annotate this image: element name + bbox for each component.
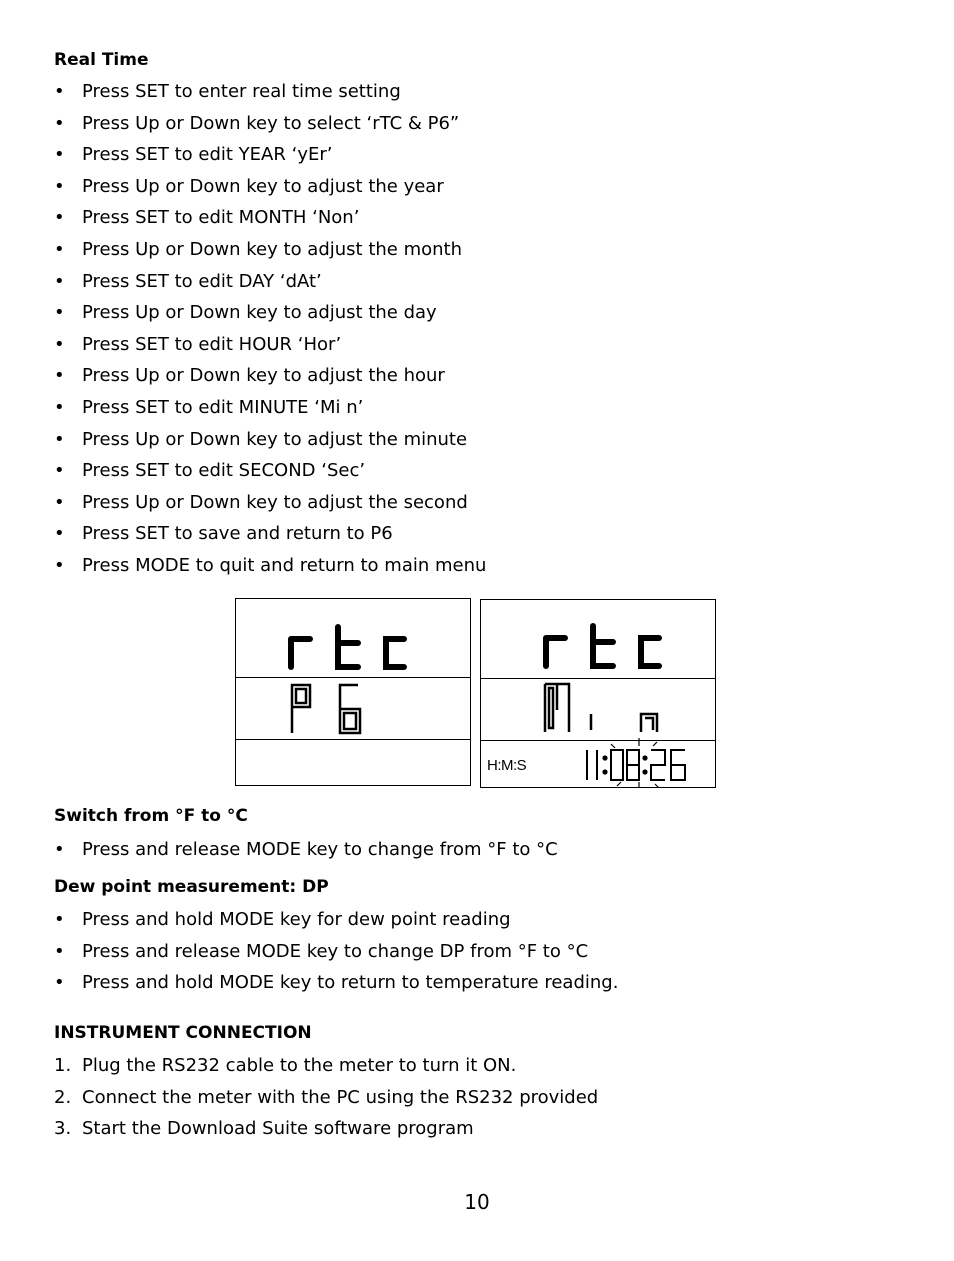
bullet-marker: • <box>54 270 65 292</box>
bullet-text: Press Up or Down key to adjust the hour <box>82 365 445 387</box>
bullet-text: Press SET to enter real time setting <box>82 81 401 102</box>
bullet-marker: • <box>54 428 65 450</box>
bullet-text: Press Up or Down key to adjust the year <box>82 175 444 197</box>
bullet-marker: • <box>54 523 65 545</box>
bullet-text: Press and release MODE key to change from °F to °C <box>82 839 558 860</box>
bullet-text: Press Up or Down key to select ‘rTC & P6” <box>82 112 460 134</box>
bullet-text: Press and release MODE key to change DP from °F to °C <box>82 940 589 962</box>
switch-units-heading: Switch from °F to °C <box>54 806 248 826</box>
bullet-marker: • <box>54 555 65 576</box>
hms-label: H:M:S <box>487 757 527 774</box>
bullet-marker: • <box>54 491 65 513</box>
bullet-text: Press SET to edit MONTH ‘Non’ <box>82 207 360 229</box>
bullet-marker: • <box>54 460 65 482</box>
bullet-marker: • <box>54 81 65 102</box>
bullet-text: Press SET to edit DAY ‘dAt’ <box>82 270 322 292</box>
bullet-text: Press SET to edit YEAR ‘yEr’ <box>82 144 333 166</box>
bullet-text: Press Up or Down key to adjust the month <box>82 239 463 260</box>
bullet-text: Press SET to edit MINUTE ‘Mi n’ <box>82 397 364 418</box>
bullet-marker: • <box>54 333 65 355</box>
bullet-marker: • <box>54 175 65 197</box>
bullet-text: Press SET to edit HOUR ‘Hor’ <box>82 333 342 355</box>
bullet-text: Press Up or Down key to adjust the second <box>82 491 468 513</box>
step-text: Connect the meter with the PC using the RS232 provided <box>82 1086 599 1108</box>
bullet-marker: • <box>54 940 65 962</box>
lcd-middle-readout <box>286 681 386 737</box>
lcd-divider <box>236 677 470 678</box>
bullet-marker: • <box>54 112 65 134</box>
lcd-time-readout <box>581 736 711 788</box>
step-number: 2. <box>54 1086 72 1108</box>
bullet-marker: • <box>54 397 65 418</box>
step-number: 1. <box>54 1055 72 1076</box>
dew-point-heading: Dew point measurement: DP <box>54 877 329 897</box>
bullet-marker: • <box>54 909 65 930</box>
bullet-text: Press SET to edit SECOND ‘Sec’ <box>82 460 366 482</box>
lcd-divider <box>236 739 470 740</box>
step-number: 3. <box>54 1118 72 1140</box>
lcd-divider <box>481 678 715 679</box>
bullet-marker: • <box>54 972 65 994</box>
bullet-text: Press and hold MODE key for dew point reading <box>82 909 511 930</box>
real-time-heading: Real Time <box>54 50 149 70</box>
bullet-text: Press Up or Down key to adjust the minute <box>82 428 468 450</box>
bullet-text: Press MODE to quit and return to main menu <box>82 555 487 576</box>
instrument-connection-heading: INSTRUMENT CONNECTION <box>54 1023 312 1043</box>
lcd-display-rtc-min <box>480 599 716 788</box>
lcd-middle-readout <box>539 680 669 736</box>
step-text: Start the Download Suite software program <box>82 1118 474 1140</box>
bullet-marker: • <box>54 365 65 387</box>
lcd-display-rtc-p6 <box>235 598 471 786</box>
bullet-marker: • <box>54 302 65 324</box>
bullet-text: Press Up or Down key to adjust the day <box>82 302 437 324</box>
bullet-text: Press and hold MODE key to return to temperature reading. <box>82 972 619 994</box>
bullet-text: Press SET to save and return to P6 <box>82 523 393 545</box>
page-number: 10 <box>464 1190 490 1214</box>
bullet-marker: • <box>54 839 65 860</box>
bullet-marker: • <box>54 207 65 229</box>
bullet-marker: • <box>54 144 65 166</box>
lcd-top-readout <box>286 621 416 671</box>
step-text: Plug the RS232 cable to the meter to turn it ON. <box>82 1055 517 1076</box>
lcd-top-readout <box>541 620 671 670</box>
bullet-marker: • <box>54 239 65 260</box>
